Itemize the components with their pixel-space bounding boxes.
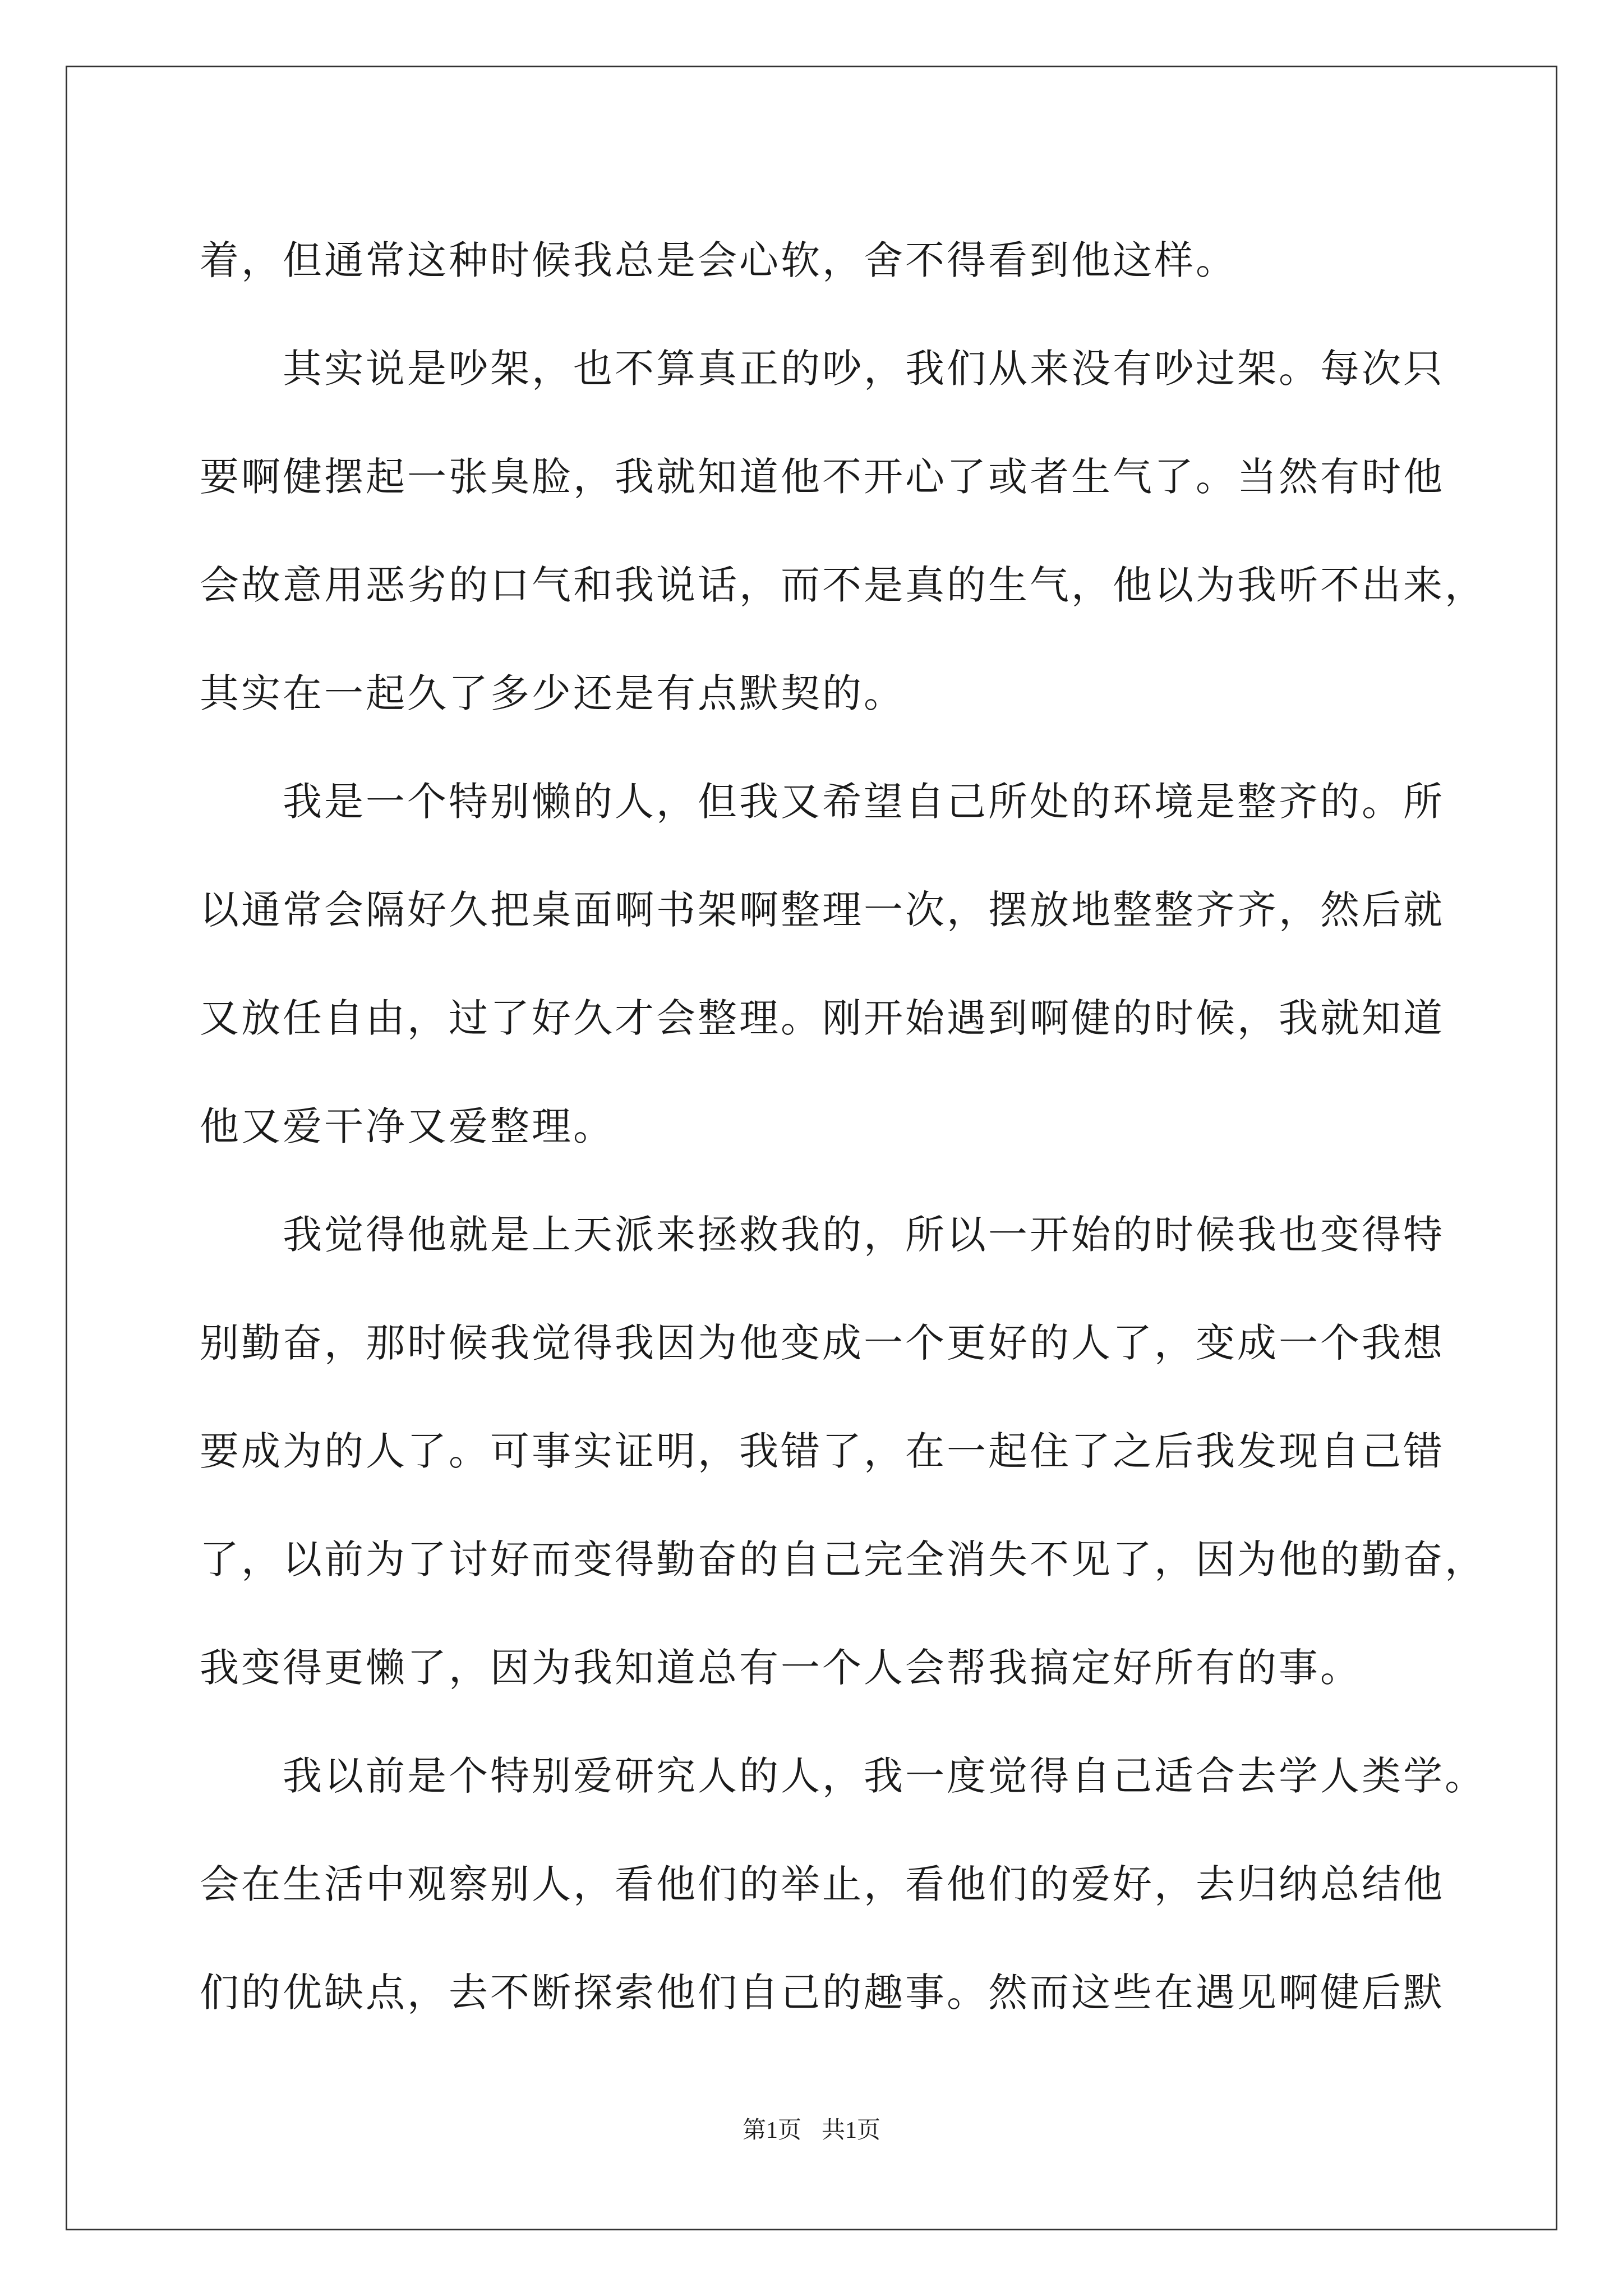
text-line: 又放任自由，过了好久才会整理。刚开始遇到啊健的时候，我就知道 — [200, 995, 1445, 1041]
text-line: 我觉得他就是上天派来拯救我的，所以一开始的时候我也变得特 — [200, 1212, 1445, 1258]
text-line: 会故意用恶劣的口气和我说话，而不是真的生气，他以为我听不出来， — [200, 562, 1486, 608]
page-number: 第1页 — [742, 2118, 801, 2143]
text-line: 其实在一起久了多少还是有点默契的。 — [200, 670, 905, 716]
text-line: 了，以前为了讨好而变得勤奋的自己完全消失不见了，因为他的勤奋， — [200, 1536, 1486, 1582]
text-line: 他又爱干净又爱整理。 — [200, 1103, 615, 1149]
page-footer — [0, 2111, 1623, 2145]
text-line: 要成为的人了。可事实证明，我错了，在一起住了之后我发现自己错 — [200, 1428, 1445, 1474]
text-line: 我以前是个特别爱研究人的人，我一度觉得自己适合去学人类学。 — [200, 1753, 1486, 1799]
text-line: 别勤奋，那时候我觉得我因为他变成一个更好的人了，变成一个我想 — [200, 1320, 1445, 1366]
text-line: 我变得更懒了，因为我知道总有一个人会帮我搞定好所有的事。 — [200, 1645, 1362, 1691]
text-line: 着，但通常这种时候我总是会心软，舍不得看到他这样。 — [200, 237, 1237, 283]
text-line: 会在生活中观察别人，看他们的举止，看他们的爱好，去归纳总结他 — [200, 1861, 1445, 1907]
text-line: 以通常会隔好久把桌面啊书架啊整理一次，摆放地整整齐齐，然后就 — [200, 887, 1445, 933]
text-line: 要啊健摆起一张臭脸，我就知道他不开心了或者生气了。当然有时他 — [200, 454, 1445, 500]
text-line: 其实说是吵架，也不算真正的吵，我们从来没有吵过架。每次只 — [200, 346, 1445, 392]
page-total: 共1页 — [822, 2118, 881, 2143]
text-line: 们的优缺点，去不断探索他们自己的趣事。然而这些在遇见啊健后默 — [200, 1970, 1445, 2016]
text-line: 我是一个特别懒的人，但我又希望自己所处的环境是整齐的。所 — [200, 779, 1445, 825]
document-body — [200, 206, 1486, 2047]
